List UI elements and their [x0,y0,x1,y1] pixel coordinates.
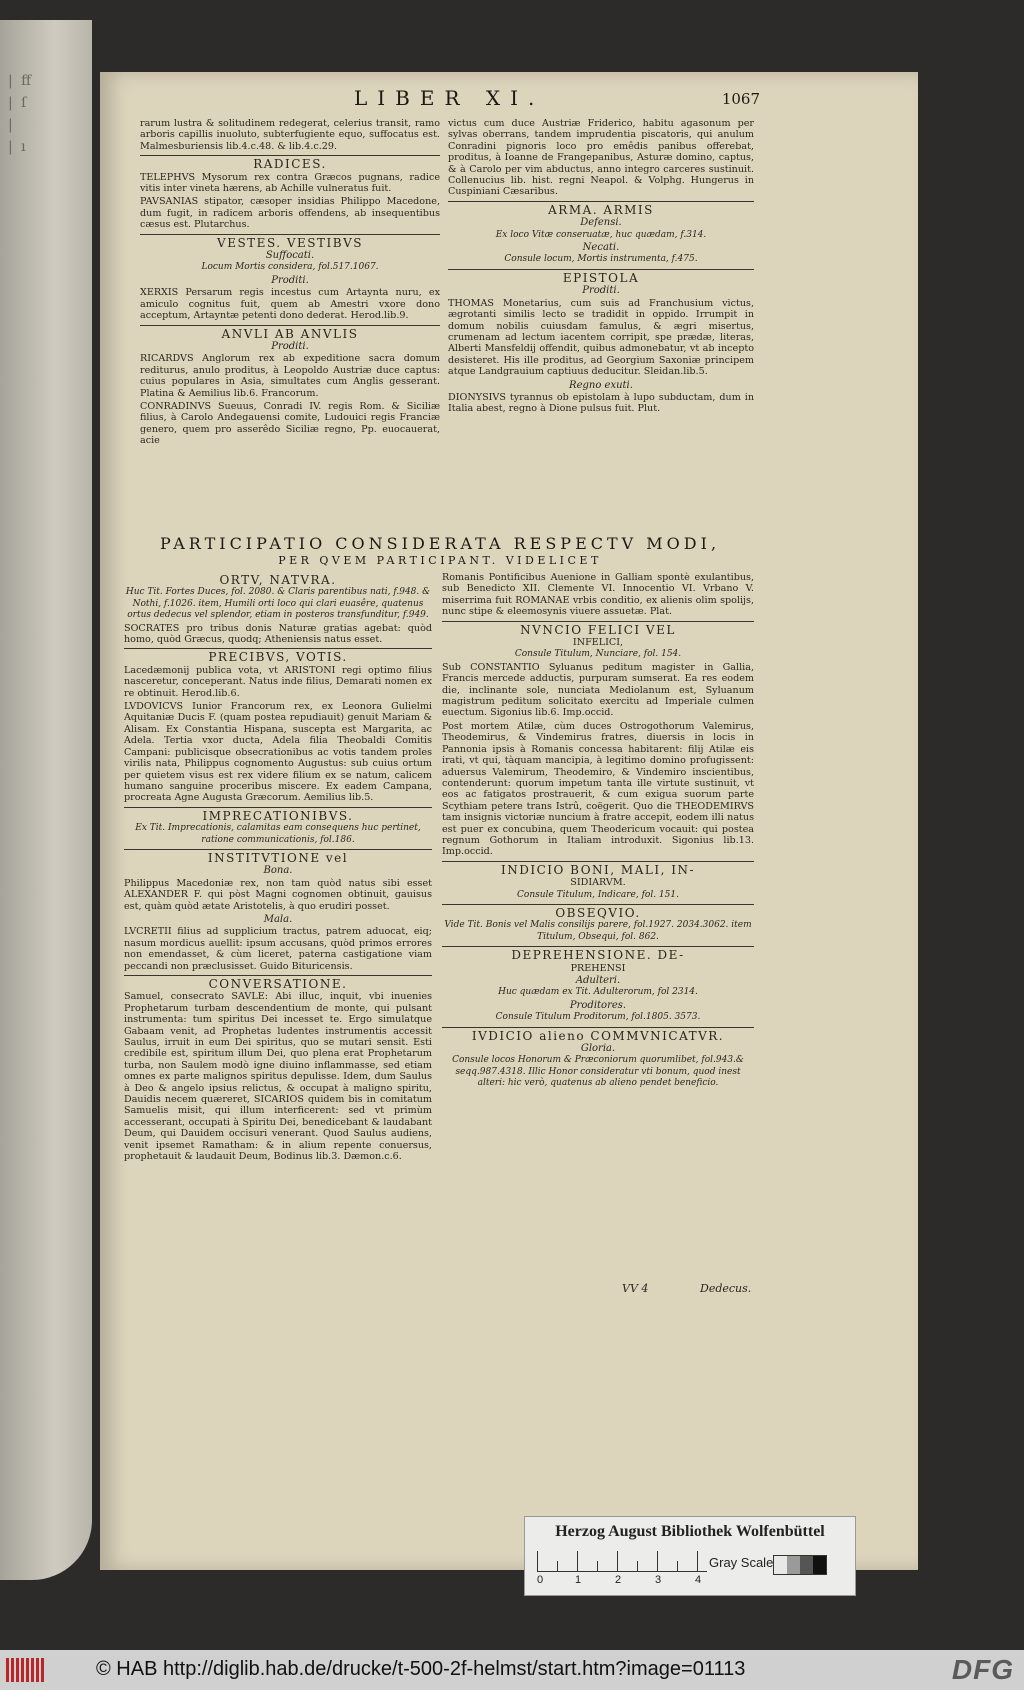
ruler-tick [697,1551,698,1571]
paragraph: DIONYSIVS tyrannus ob epistolam à lupo subductam, dum in Italia abest, regno à Dione pulsus fuit. Plut. [448,391,754,415]
ruler-tick [537,1551,538,1571]
cross-reference: Huc Tit. Fortes Duces, fol. 2080. & Claris parentibus nati, f.948. & Nothi, f.1026. item, Humili orti loco qui clari euasêre, quatenus ortus dedecus vel splendor, etiam in posteros transfunditur, f.949. [125,587,431,621]
section-heading: IVDICIO alieno COMMVNICATVR. [471,1028,725,1043]
cross-reference: Vide Tit. Bonis vel Malis consilijs parere, fol.1927. 2034.3062. item Titulum, Obsequi, fol. 862. [444,920,752,942]
section-heading-continued: INFELICI, [572,637,624,649]
subheading: Proditi. [582,285,620,297]
section-heading: INDICIO BONI, MALI, IN- [500,862,695,877]
facing-page-marks: | ﬀ | ſ | | ı [8,73,34,155]
gray-scale-label: Gray Scale [709,1555,774,1570]
signature-mark: VV 4 [622,1282,649,1295]
library-name: Herzog August Bibliothek Wolfenbüttel [555,1523,825,1540]
cross-reference: Consule Titulum, Nunciare, fol. 154. [514,649,682,660]
ruler-tick [657,1551,658,1571]
paragraph: THOMAS Monetarius, cum suis ad Franchusium victus, ægrotanti similis lecto se tradidit in oppido. Irrumpit in domum nobilis cuiusdam famulus, & ægri misertus, crumenam ad lectum iacentem corripit, spe prædæ, literas, Alberti Mansfeldij offendit, quibus admonebatur, vt ab incepto desisteret. His ille proditus, ad Georgium Saxoniæ principem atque Landgrauium captiuus deducitur. Sleidan.lib.5. [448,297,754,378]
catchword: Dedecus. [700,1282,752,1295]
subheading: Proditi. [271,274,309,286]
ruler-tick [577,1551,578,1571]
subheading: Suffocati. [265,250,315,262]
section-heading: INSTITVTIONE vel [207,850,349,865]
paragraph: LVCRETII filius ad supplicium tractus, patrem aduocat, eiq; nasum mordicus auellit: ipsum accusans, quòd primos errores non emendasset, & cùm liceret, paterna castigatione viam peccandi non præclusisset. Guido Bituricensis. [124,926,432,972]
rule [442,621,754,622]
ruler-tick [557,1561,558,1571]
rule [124,648,432,649]
section-heading: VESTES. VESTIBVS [217,235,363,250]
subheading: Bona. [263,865,293,877]
paragraph: TELEPHVS Mysorum rex contra Græcos pugnans, radice vitis inter vineta hærens, ab Achille vulneratus fuit. [140,171,440,195]
hab-logo-icon [6,1658,44,1682]
cross-reference: Consule Titulum Proditorum, fol.1805. 3573. [495,1012,701,1023]
subheading: Regno exuti. [569,379,633,391]
section-heading: CONVERSATIONE. [208,977,348,991]
rule [448,269,754,270]
rule [442,946,754,947]
running-title: LIBER XI. [354,86,545,110]
paragraph: CONRADINVS Sueuus, Conradi IV. regis Rom. & Siciliæ filius, à Carolo Andegauensi comite, Ludouici regis Franciæ genero, quem pro asserêdo Siciliæ regno, Pp. euocauerat, acie [140,400,440,447]
upper-left-column [140,118,440,449]
section-heading: EPISTOLA [562,270,640,285]
section-heading: DEPREHENSIONE. DE- [511,948,685,963]
page-header [110,86,760,116]
rule [140,155,440,156]
paragraph: RICARDVS Anglorum rex ab expeditione sacra domum rediturus, anulo proditus, à Leopoldo Austriæ duce captus: cuius populares in Asia, simultates cum Anglis gesserant. Platina & Aemilius lib.6. Francorum. [140,353,440,399]
paragraph: rarum lustra & solitudinem redegerat, celerius transit, ramo arboris capillis inuoluto, subterfugiente equo, suffocatus est. Malmesburiensis lib.4.c.48. & lib.4.c.29. [140,118,440,152]
rule [140,234,440,235]
cross-reference: Ex Tit. Imprecationis, calamitas eam consequens huc pertinet, ratione communicationis, fol.186. [135,823,421,845]
ruler-tick [677,1561,678,1571]
paragraph: Romanis Pontificibus Auenione in Galliam spontè exulantibus, sub Benedicto XII. Clemente VI. Innocentio VI. Vrbano V. miserrima fuit ROMANAE vrbis conditio, ex alienis olim spolijs, nunc stipe & eleemosynis viuere assuetæ. Plat. [442,572,754,618]
section-heading: IMPRECATIONIBVS. [202,808,354,823]
paragraph: Samuel, consecrato SAVLE: Abi illuc, inquit, vbi inuenies Prophetarum turbam descendentium de monte, qui pulsant instrumenta: tum spiritus Dei incesset te. Ergo simulatque Gabaam venit, ad Prophetas ludentes instrumentis accessit Saulus, irruit in eum Dei spiritus, quo se mutari sensit. Esti credibile est, spiritum illum Dei, quo plena erat Prophetarum turba, non Saulem modò igne diuino inflammasse, sed etiam omnes ex parte malignos spiritus depulisse. Idem, dum Saulus à Deo & angelo ipsius relictus, & occupat à maligno spiritu, Dauidis necem quæreret, SICARIOS quidem bis in comitatum Samuelis misit, qui illum interficerent: sed vt primùm accesserant, occupati à Spiritu Dei, benedicebant & laudabant Deum, qui Dauidem occisuri venerant. Quod Saulus audiens, venit ipsemet Ramatham: & in alium repente conuersus, prophetauit & laudauit Deum, Bodinus lib.3. Dæmon.c.6. [124,991,432,1163]
cross-reference: Consule Titulum, Indicare, fol. 151. [517,889,679,900]
cross-reference: Ex loco Vitæ conseruatæ, huc quædam, f.314. [495,229,707,240]
folio-number: 1067 [721,90,760,108]
rule [124,849,432,850]
subheading: Gloria. [580,1043,616,1055]
paragraph: Sub CONSTANTIO Syluanus peditum magister in Gallia, Francis mercede adductis, purpuram sumserat. Ea res eodem die, inclinante sole, nunciata Mediolanum est, Syluanum magistrum peditum solicitato exercitu ad Imperiale culmen euectum. Sigonius lib.6. Imp.occid. [442,661,754,719]
ruler-number: 4 [695,1574,702,1586]
rule [448,201,754,202]
section-heading: NVNCIO FELICI VEL [520,622,676,637]
ruler-tick [617,1551,618,1571]
rule [442,904,754,905]
facing-page-edge [0,20,92,1580]
cross-reference: Consule locos Honorum & Præconiorum quorumlibet, fol.943.& seqq.987.4318. Illic Honor consideratur vti bonum, quod inest alteri: hic verò, quatenus ab alieno pendet beneficio. [452,1055,744,1089]
lower-right-column [442,572,754,1091]
source-url[interactable]: © HAB http://diglib.hab.de/drucke/t-500-2f-helmst/start.htm?image=01113 [96,1658,746,1680]
section-heading: ARMA. ARMIS [548,202,654,217]
cross-reference: Consule locum, Mortis instrumenta, f.475. [504,254,698,265]
rule [140,325,440,326]
ruler-number: 3 [655,1574,662,1586]
paragraph: Lacedæmonij publica vota, vt ARISTONI regi optimo filius nasceretur, conceperant. Natus inde filius, Demarati nomen ex re obtinuit. Herod.lib.6. [124,664,432,699]
ruler-number: 2 [615,1574,622,1586]
ruler-tick [637,1561,638,1571]
subheading: Defensi. [580,217,622,229]
paragraph: PAVSANIAS stipator, cæsoper insidias Philippo Macedone, dum fugit, in radicem arboris offendens, ab insequentibus cæsus est. Plutarchus. [140,196,440,231]
subheading: Mala. [263,913,293,925]
subheading: Necati. [582,242,620,254]
library-label [524,1516,856,1596]
paragraph: SOCRATES pro tribus donis Naturæ gratias agebat: quòd homo, quòd Græcus, quodq; Atheniensis natus esset. [124,622,432,646]
paragraph: Philippus Macedoniæ rex, non tam quòd natus sibi esset ALEXANDER F. qui pòst Magni cognomen obtinuit, gauisus est, quàm quòd ætate Aristotelis, à quo erudiri posset. [124,877,432,912]
rule [124,975,432,976]
paragraph: XERXIS Persarum regis incestus cum Artaynta nuru, ex amiculo cognitus fuit, quem ab Amestri vxore dono acceptum, Artayntæ petenti dono dederat. Herod.lib.9. [140,287,440,322]
rule [442,861,754,862]
section-heading-continued: PREHENSI [570,962,626,974]
subheading: Proditi. [271,340,309,352]
footer-bar [0,1650,1024,1690]
paragraph: Post mortem Atilæ, cùm duces Ostrogothorum Valemirus, Theodemirus, & Vindemirus fratres, diuersis in locis in Pannonia ipsis à Romanis concessa habitarent: filij Atilæ eis irati, vt qui, tàquam mancipia, à legitimo domino profugissent: aduersus Valemirum, Theodemiro, & Vindemiro inscientibus, contenderunt: quorum impetum tanta ille virtute sustinuit, vt eos ac fatigatos prostrauerit, & cum exigua suorum parte Scythiam petere trans Istrû, coëgerit. Quo die THEODEMIRVS tam insignis victoriæ nuncium à fratre accepit, eodem illi natus est puer ex concubina, quem Theodericum vocauit: qui postea regnum Gothorum in Italiam introduxit. Sigonius lib.13. Imp.occid. [442,720,754,858]
ruler-scale [537,1551,707,1572]
section-subtitle: PER QVEM PARTICIPANT. VIDELICET [278,554,602,567]
section-title: PARTICIPATIO CONSIDERATA RESPECTV MODI, [159,534,721,553]
dfg-logo: DFG [951,1654,1014,1685]
cross-reference: Locum Mortis considera, fol.517.1067. [201,262,379,273]
section-heading: ORTV, NATVRA. [219,573,337,587]
paragraph: LVDOVICVS Iunior Francorum rex, ex Leonora Gulielmi Aquitaniæ Ducis F. (quam postea repudiauit) genuit Mariam & Alisam. Ex Constantia Hispana, suscepta est Margarita, ac Adela. Tertia vxor ducta, Adela filia Theobaldi Comitis Campani: publicisque obsecrationibus ac votis tandem proles virilis nata, Philippus cognomento Augustus: sub cuius ortum per quietem visus est rex videre filium ex se natum, calicem humano sanguine proceribus miscere. Ex eadem Campana, procreata Agne Augusta Græcorum. Aemilius lib.5. [124,701,432,804]
section-heading: RADICES. [253,157,327,172]
ruler-number: 0 [537,1574,544,1586]
lower-left-column [124,572,432,1165]
cross-reference: Huc quædam ex Tit. Adulterorum, fol 2314. [498,987,698,998]
upper-right-column [448,118,754,417]
section-heading: OBSEQVIO. [555,905,641,920]
gray-scale-swatch [773,1555,827,1575]
section-heading: PRECIBVS, VOTIS. [208,650,348,665]
rule [124,807,432,808]
ruler-tick [597,1561,598,1571]
subheading: Proditores. [569,999,627,1011]
section-heading: ANVLI AB ANVLIS [221,326,359,341]
paragraph: victus cum duce Austriæ Friderico, habitu agasonum per sylvas oberrans, tandem imprudentia piscatoris, qui anulum Conradini pignoris loco pro emêdis panibus offerebat, proditus, à Ioanne de Frangepanibus, Asturæ domino, captus, & à Carolo per vim abductus, anno integro carceres sustinuit. Collenucius lib. hist. regni Neapol. & Volphg. Hungerus in Cuspiniani Cæsaribus. [448,118,754,198]
ruler-number: 1 [575,1574,582,1586]
subheading: Adulteri. [575,975,621,986]
section-heading-continued: SIDIARVM. [570,877,626,889]
rule [442,1027,754,1028]
